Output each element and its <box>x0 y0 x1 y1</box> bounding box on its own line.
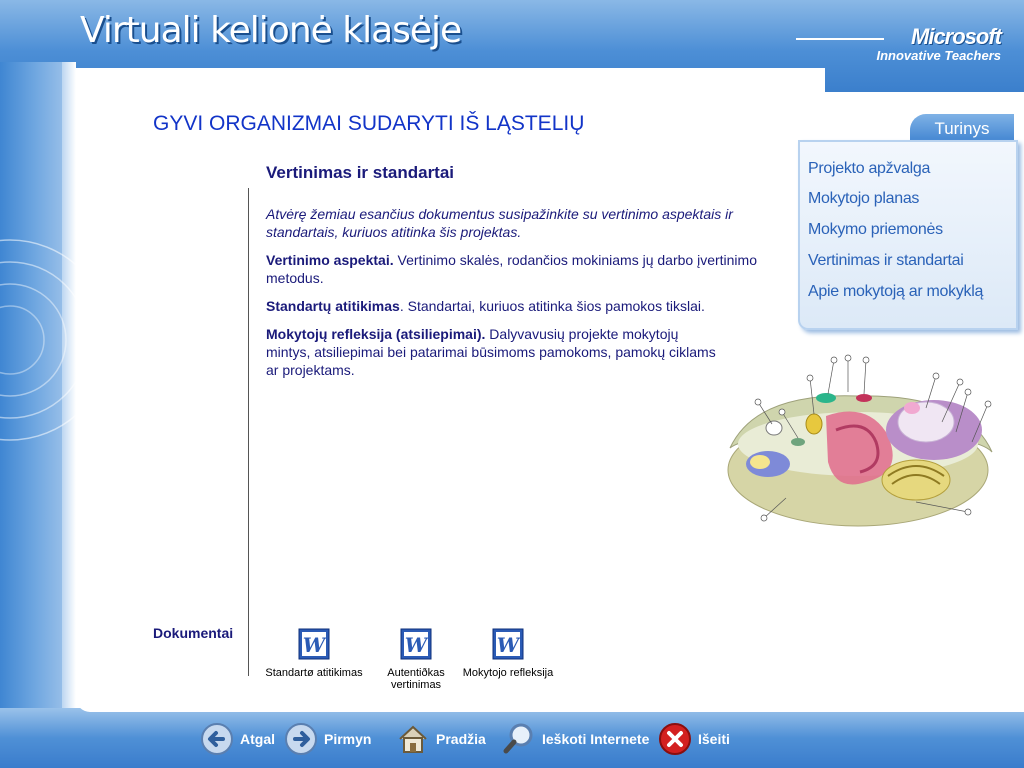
toc-item-teaching-tools[interactable]: Mokymo priemonės <box>808 221 943 238</box>
exit-button[interactable] <box>658 719 730 759</box>
toc-panel <box>798 140 1018 330</box>
documents-label: Dokumentai <box>153 625 234 641</box>
back-label: Atgal <box>240 731 275 747</box>
search-internet-button[interactable] <box>502 719 649 759</box>
close-icon <box>658 722 692 756</box>
document-label: Mokytojo refleksija <box>462 667 554 679</box>
toc-item-project-overview[interactable]: Projekto apžvalga <box>808 160 931 177</box>
arrow-right-icon <box>284 722 318 756</box>
paragraph-heading: Vertinimo aspektai. <box>266 252 394 268</box>
toc-tab[interactable]: Turinys <box>910 114 1014 144</box>
word-document-icon <box>400 628 432 660</box>
paragraph-text: Vertinimo skalės, rodančios mokiniams jų darbo įvertinimo metodus. <box>266 252 757 286</box>
paragraph-heading: Standartų atitikimas <box>266 298 400 314</box>
svg-text:W: W <box>302 633 326 657</box>
paragraph-assessment-aspects <box>266 251 766 287</box>
document-label: Standartø atitikimas <box>265 667 363 679</box>
brand-subtitle: Innovative Teachers <box>876 48 1001 63</box>
word-document-icon <box>298 628 330 660</box>
bottom-divider <box>76 698 1024 712</box>
paragraph-text: . Standartai, kuriuos atitinka šios pamokos tikslai. <box>399 298 705 314</box>
logo-line <box>796 38 884 40</box>
home-icon <box>396 722 430 756</box>
toc-item-about-teacher[interactable]: Apie mokytoją ar mokyklą <box>808 283 984 300</box>
content-body <box>266 205 766 389</box>
intro-text: Atvėrę žemiau esančius dokumentus susipažinkite su vertinimo aspektais ir standartais, kuriuos atitinka šis projektas. <box>266 206 733 240</box>
paragraph-heading: Mokytojų refleksija (atsiliepimai). <box>266 326 486 342</box>
microsoft-logo <box>796 24 1001 63</box>
section-title: Vertinimas ir standartai <box>266 163 455 182</box>
paragraph-reflection <box>266 325 716 379</box>
home-button[interactable] <box>396 719 486 759</box>
exit-label: Išeiti <box>698 731 730 747</box>
back-button[interactable] <box>200 719 275 759</box>
paragraph-standards <box>266 297 766 315</box>
brand-name: Microsoft <box>911 24 1001 49</box>
search-icon <box>502 722 536 756</box>
paragraph-text: Dalyvavusių projekte mokytojų mintys, atsiliepimai bei patarimai būsimoms pamokoms, pamokų ciklams ar projektams. <box>266 326 716 378</box>
document-standards[interactable] <box>258 628 370 679</box>
arrow-left-icon <box>200 722 234 756</box>
toc-item-assessment[interactable]: Vertinimas ir standartai <box>808 252 964 269</box>
decorative-circles <box>0 220 76 480</box>
svg-text:W: W <box>496 633 520 657</box>
header-divider <box>0 68 795 94</box>
forward-label: Pirmyn <box>324 731 372 747</box>
document-teacher-reflection[interactable] <box>456 628 560 679</box>
app-title: Virtuali kelionė klasėje <box>80 10 462 51</box>
word-document-icon <box>492 628 524 660</box>
page-title: GYVI ORGANIZMAI SUDARYTI IŠ LĄSTELIŲ <box>153 112 585 135</box>
document-authentic-assessment[interactable] <box>376 628 456 691</box>
animal-cell-image <box>716 352 1002 544</box>
vertical-divider <box>248 188 249 676</box>
document-label: Autentiðkas vertinimas <box>387 667 445 691</box>
forward-button[interactable] <box>284 719 371 759</box>
home-label: Pradžia <box>436 731 486 747</box>
svg-text:W: W <box>404 633 428 657</box>
search-label: Ieškoti Internete <box>542 731 650 747</box>
toc-item-teacher-plan[interactable]: Mokytojo planas <box>808 190 920 207</box>
